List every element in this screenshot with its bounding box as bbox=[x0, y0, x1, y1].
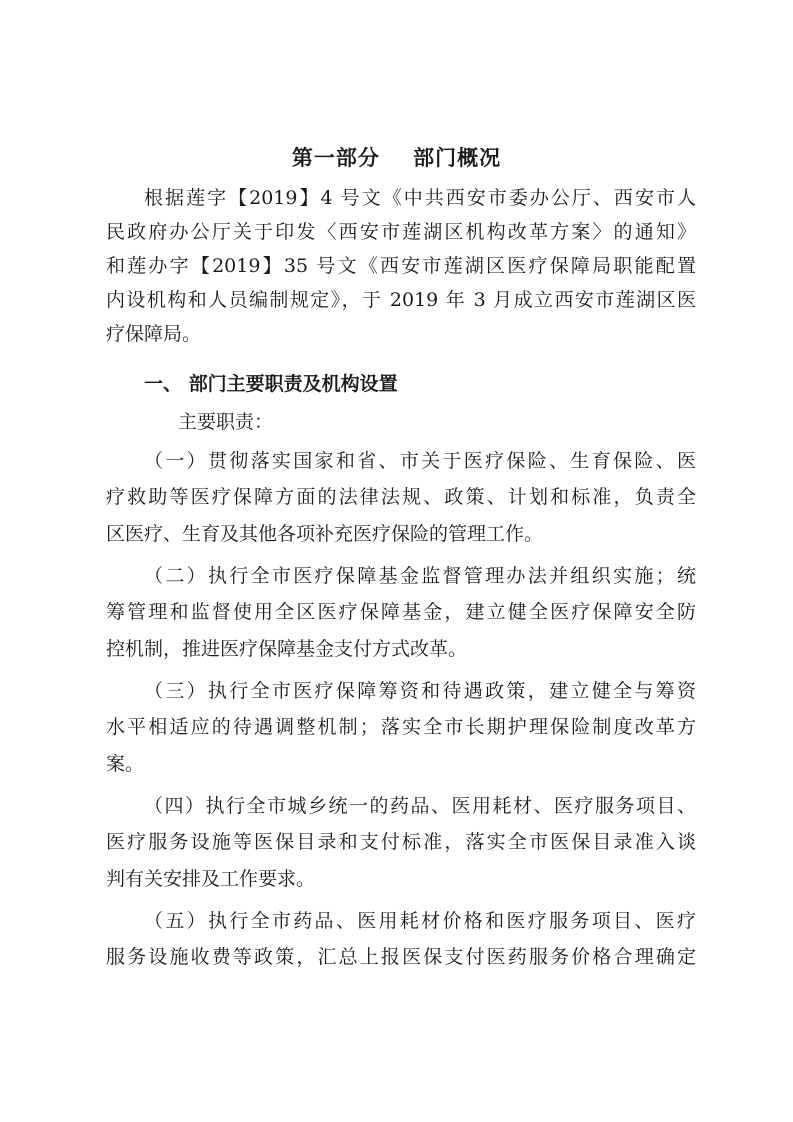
item1-line-3: 区医疗、生育及其他各项补充医疗保险的管理工作。 bbox=[106, 523, 544, 545]
item2-line-2: 筹管理和监督使用全区医疗保障基金，建立健全医疗保障安全防 bbox=[106, 601, 696, 623]
item4-line-2: 医疗服务设施等医保目录和支付标准，落实全市医保目录准入谈 bbox=[106, 831, 696, 853]
page-title: 第一部分 部门概况 bbox=[291, 146, 502, 170]
duties-label: 主要职责： bbox=[178, 411, 274, 433]
intro-line-1: 根据莲字【2019】4 号文《中共西安市委办公厅、西安市人 bbox=[144, 187, 696, 209]
item2-line-1: （二）执行全市医疗保障基金监督管理办法并组织实施；统 bbox=[144, 565, 696, 587]
item3-line-2: 水平相适应的待遇调整机制；落实全市长期护理保险制度改革方 bbox=[106, 716, 696, 738]
item4-line-1: （四）执行全市城乡统一的药品、医用耗材、医疗服务项目、 bbox=[144, 795, 696, 817]
item3-line-1: （三）执行全市医疗保障筹资和待遇政策，建立健全与筹资 bbox=[144, 680, 696, 702]
intro-line-3: 和莲办字【2019】35 号文《西安市莲湖区医疗保障局职能配置 bbox=[106, 255, 696, 277]
item2-line-3: 控机制，推进医疗保障基金支付方式改革。 bbox=[106, 638, 468, 660]
item3-line-3: 案。 bbox=[106, 753, 145, 775]
item4-line-3: 判有关安排及工作要求。 bbox=[106, 868, 316, 890]
item1-line-2: 疗救助等医疗保障方面的法律法规、政策、计划和标准，负责全 bbox=[106, 486, 696, 508]
intro-line-5: 疗保障局。 bbox=[106, 323, 202, 345]
item5-line-2: 服务设施收费等政策，汇总上报医保支付医药服务价格合理确定 bbox=[106, 946, 696, 968]
section-heading: 一、 部门主要职责及机构设置 bbox=[144, 373, 398, 395]
intro-line-2: 民政府办公厅关于印发〈西安市莲湖区机构改革方案〉的通知》 bbox=[106, 221, 696, 243]
intro-line-4: 内设机构和人员编制规定》，于 2019 年 3 月成立西安市莲湖区医 bbox=[106, 289, 696, 311]
item5-line-1: （五）执行全市药品、医用耗材价格和医疗服务项目、医疗 bbox=[144, 910, 696, 932]
item1-line-1: （一）贯彻落实国家和省、市关于医疗保险、生育保险、医 bbox=[144, 450, 696, 472]
